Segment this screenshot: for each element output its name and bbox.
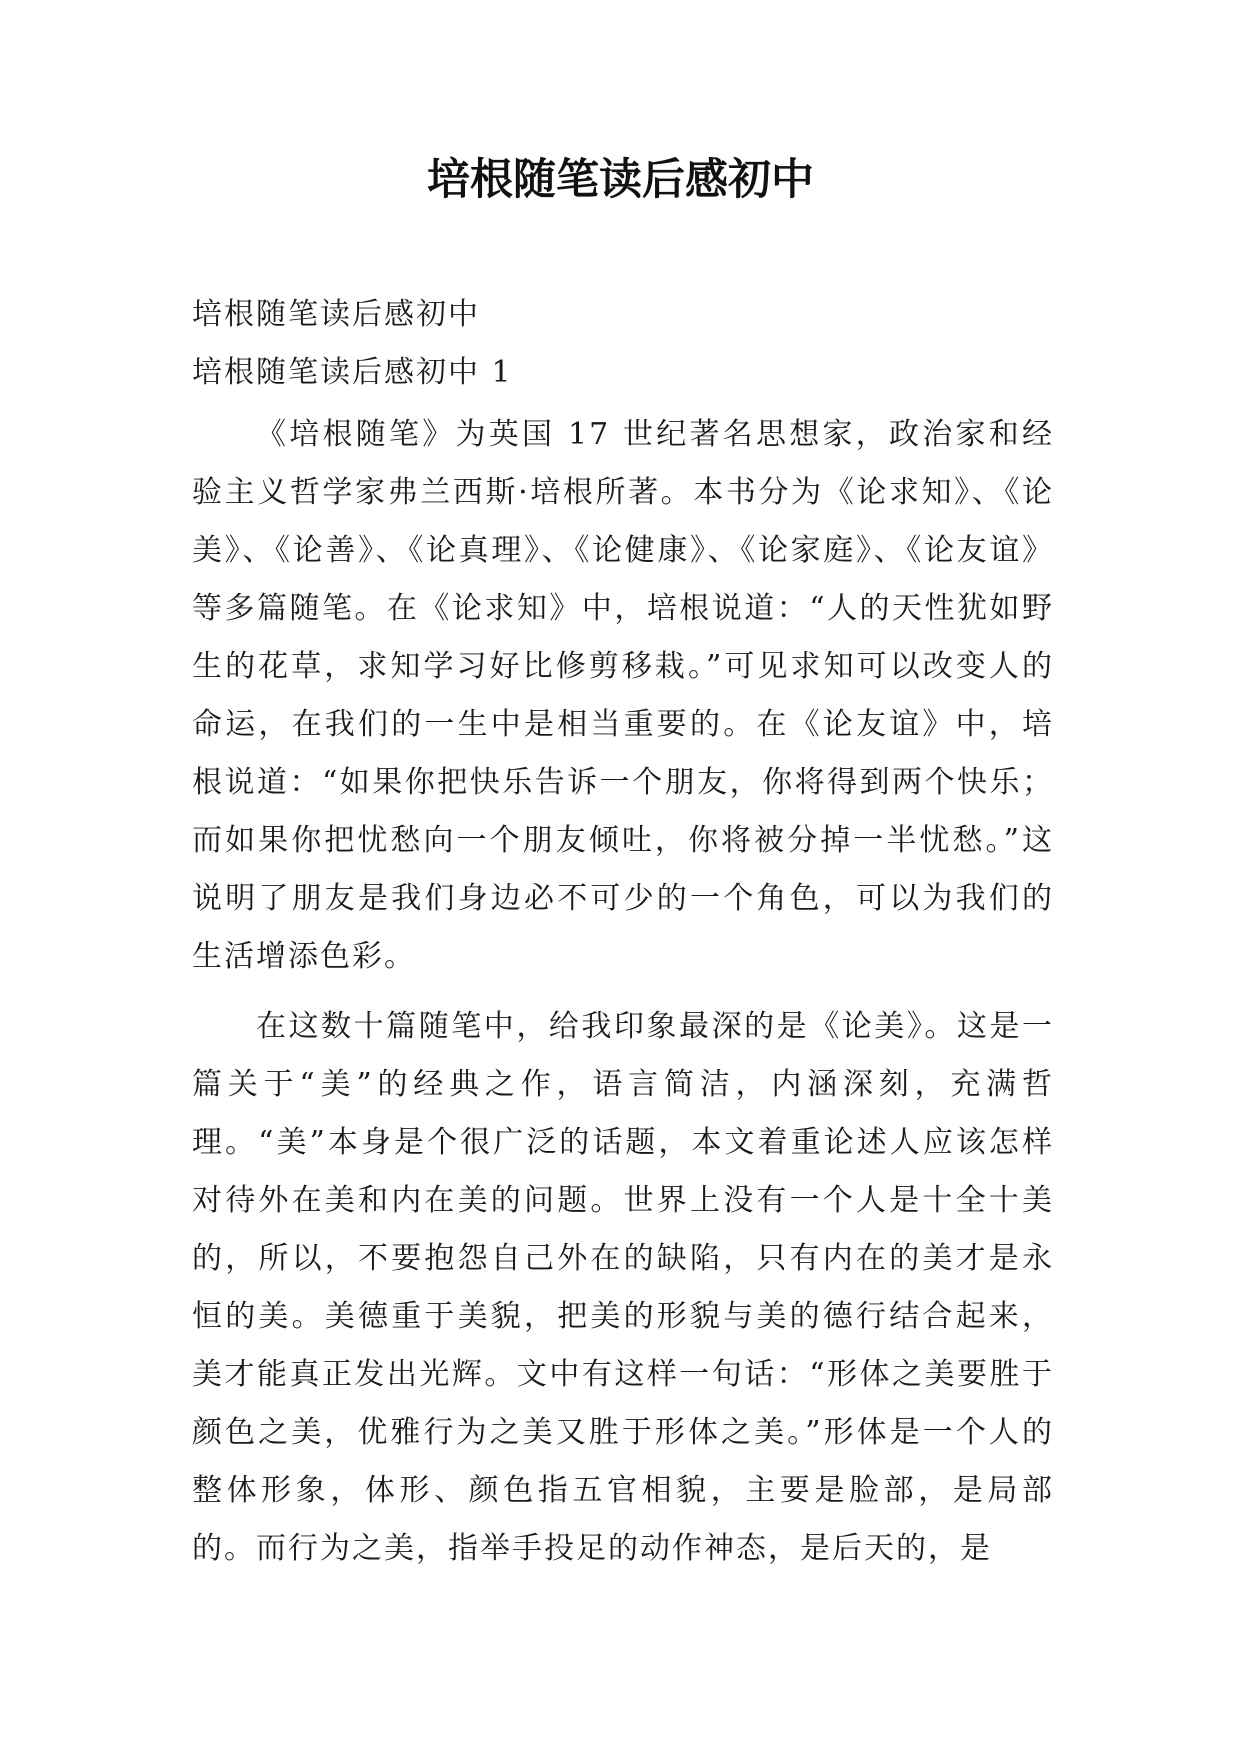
section-heading: 培根随笔读后感初中 1 (192, 355, 513, 390)
paragraph-beauty: 在这数十篇随笔中，给我印象最深的是《论美》。这是一篇关于“美”的经典之作，语言简洁，内涵深刻，充满哲理。“美”本身是个很广泛的话题，本文着重论述人应该怎样对待外在美和内在美的问题。世界上没有一个人是十全十美的，所以，不要抱怨自己外在的缺陷，只有内在的美才是永恒的美。美德重于美貌，把美的形貌与美的德行结合起来，美才能真正发出光辉。文中有这样一句话：“形体之美要胜于颜色之美，优雅行为之美又胜于形体之美。”形体是一个人的整体形象，体形、颜色指五官相貌，主要是脸部，是局部的。而行为之美，指举手投足的动作神态，是后天的，是 (192, 1009, 1054, 1566)
document-title: 培根随笔读后感初中 (427, 155, 814, 205)
document-subtitle: 培根随笔读后感初中 (192, 297, 480, 332)
document-body (192, 286, 1054, 1578)
paragraph-intro: 《培根随笔》为英国 17 世纪著名思想家，政治家和经验主义哲学家弗兰西斯·培根所著。本书分为《论求知》、《论美》、《论善》、《论真理》、《论健康》、《论家庭》、《论友谊》等多篇随笔。在《论求知》中，培根说道：“人的天性犹如野生的花草，求知学习好比修剪移栽。”可见求知可以改变人的命运，在我们的一生中是相当重要的。在《论友谊》中，培根说道：“如果你把快乐告诉一个朋友，你将得到两个快乐；而如果你把忧愁向一个朋友倾吐，你将被分掉一半忧愁。”这说明了朋友是我们身边必不可少的一个角色，可以为我们的生活增添色彩。 (192, 417, 1054, 974)
